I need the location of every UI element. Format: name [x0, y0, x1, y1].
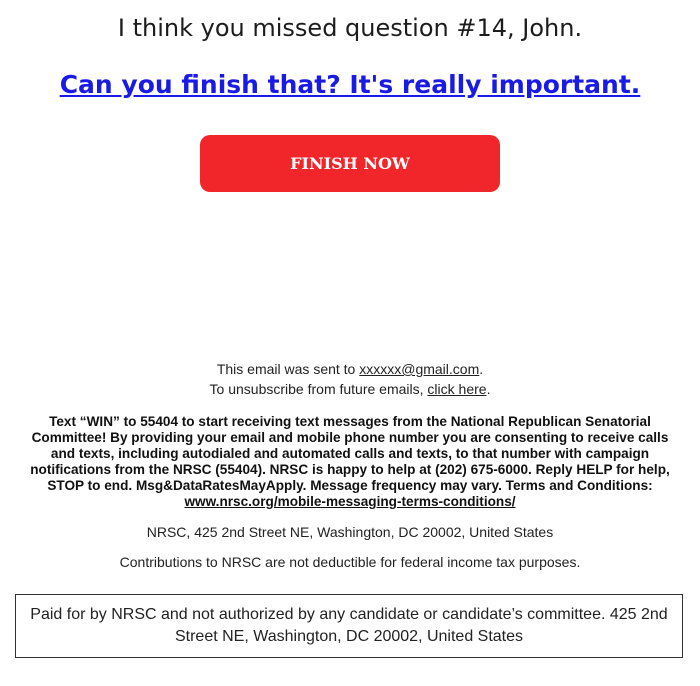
tax-notice: Contributions to NRSC are not deductible for federal income tax purposes.: [119, 554, 581, 570]
paid-for-disclaimer-box: [15, 594, 683, 658]
sent-to-suffix: .: [479, 361, 484, 377]
finish-now-button-label: FINISH NOW: [290, 154, 410, 173]
paid-for-disclaimer: Paid for by NRSC and not authorized by any candidate or candidate’s committee. 425 2nd Street NE, Washington, DC 20002, United States: [30, 606, 668, 645]
unsubscribe-prefix: To unsubscribe from future emails,: [209, 381, 428, 397]
unsubscribe-line: [0, 381, 700, 397]
mailing-address: NRSC, 425 2nd Street NE, Washington, DC 20002, United States: [146, 524, 554, 540]
unsubscribe-suffix: .: [486, 381, 491, 397]
sms-disclaimer: [18, 414, 682, 510]
sms-disclaimer-text: Text “WIN” to 55404 to start receiving text messages from the National Republican Senatorial Committee! By providing your email and mobile phone number you are consenting to receive calls and texts, including autodialed and automated calls and texts, to that number with campaign notifications from the NRSC (55404). NRSC is happy to help at (202) 675-6000. Reply HELP for help, STOP to end. Msg&DataRatesMayApply. Message frequency may vary. Terms and Conditions:: [30, 414, 670, 493]
sent-to-prefix: This email was sent to: [216, 361, 360, 377]
sent-to-line: [0, 361, 700, 377]
email-headline: I think you missed question #14, John.: [117, 14, 583, 42]
finish-survey-link[interactable]: Can you finish that? It's really important.: [59, 70, 641, 99]
recipient-email-link[interactable]: xxxxxx@gmail.com: [359, 361, 480, 377]
finish-now-button[interactable]: [200, 135, 500, 192]
terms-conditions-link[interactable]: www.nrsc.org/mobile-messaging-terms-conditions/: [184, 494, 516, 509]
unsubscribe-link[interactable]: click here: [427, 381, 487, 397]
